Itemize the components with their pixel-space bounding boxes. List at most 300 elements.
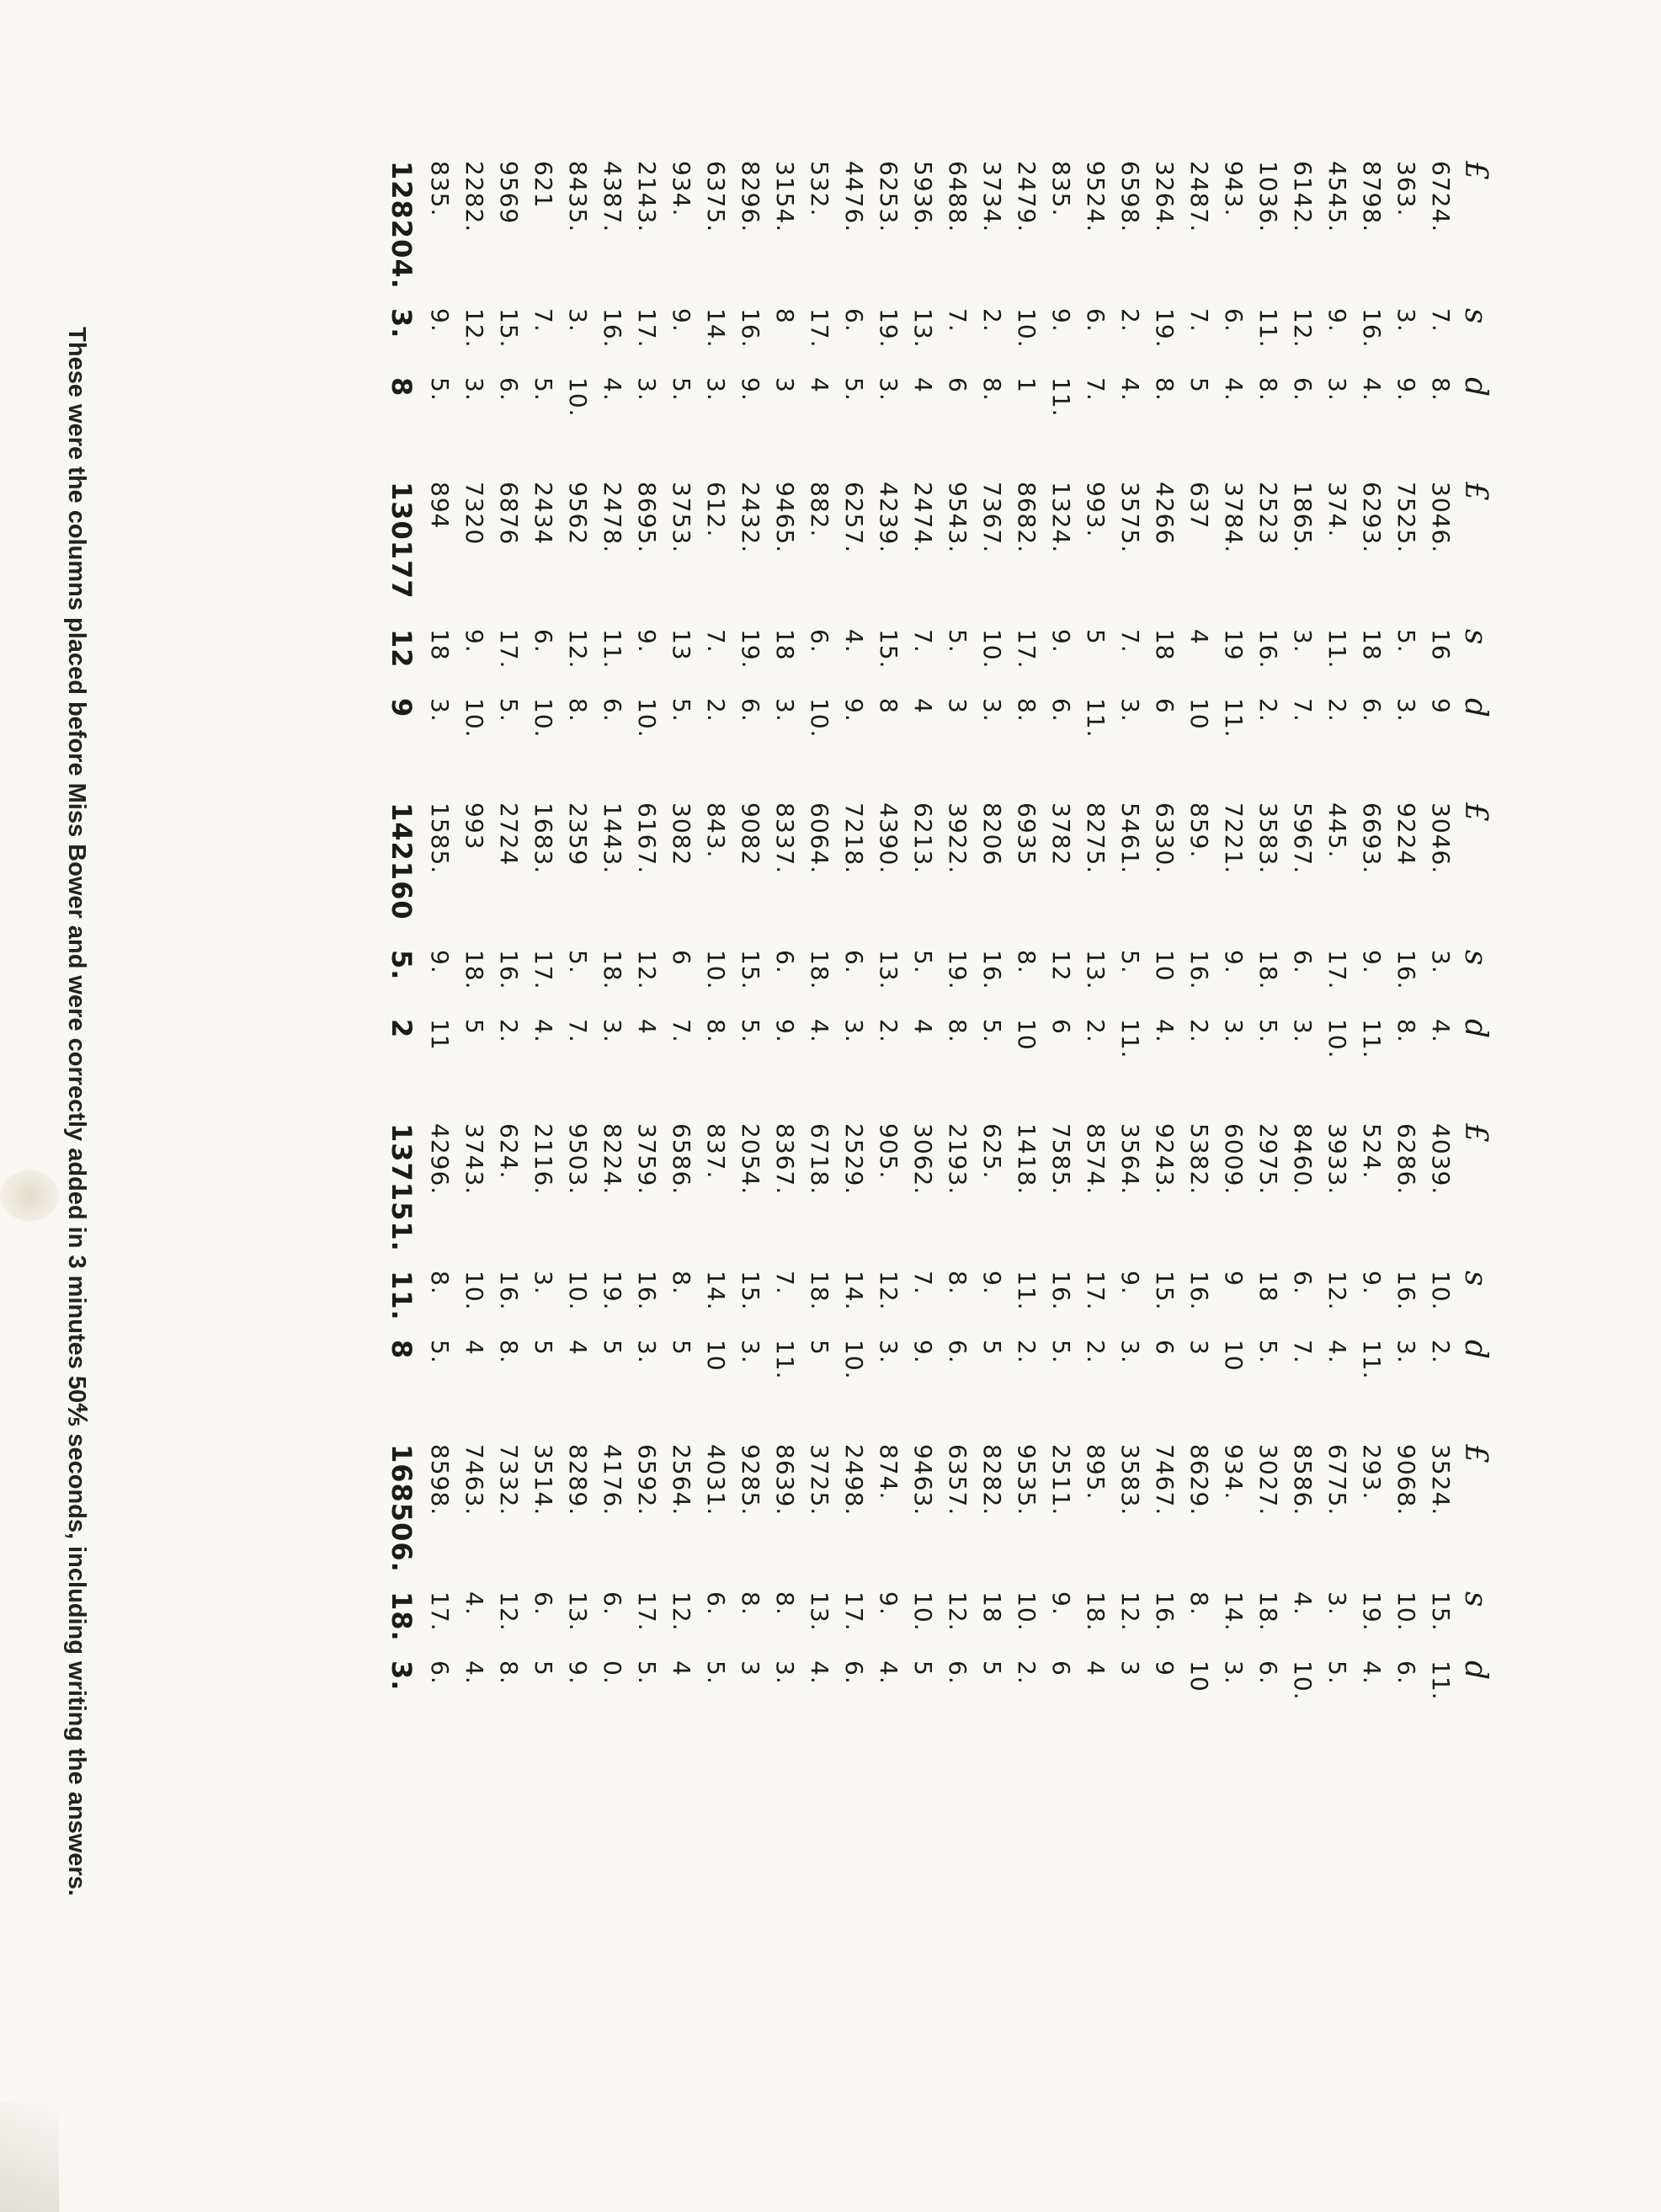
pounds-value: 6586. (668, 1123, 695, 1196)
shillings-value: 16. (1151, 1591, 1179, 1632)
pounds-value: 532. (806, 161, 833, 217)
pence-value: 5. (495, 698, 523, 722)
pounds-value: 142160 (386, 802, 418, 920)
entry-row (768, 1439, 802, 1760)
pounds-value: 3753. (668, 482, 695, 554)
shillings-value: 16. (1185, 1271, 1213, 1311)
shillings-value: 6. (840, 950, 868, 974)
column-block-5 (381, 1439, 1505, 1760)
entry-row (1424, 477, 1458, 797)
pence-value: 1 (1013, 377, 1041, 393)
pence-value: 3. (978, 698, 1006, 722)
entry-row (1389, 1439, 1424, 1760)
entry-row (1216, 797, 1251, 1118)
pence-value: 4. (806, 1019, 833, 1043)
shillings-value: 9. (1358, 1271, 1386, 1295)
shillings-value: 16. (1254, 629, 1282, 669)
pence-value: 6 (1151, 698, 1179, 714)
column-header (1458, 1118, 1505, 1439)
shillings-value: 17. (530, 950, 557, 990)
entry-row (802, 156, 837, 477)
shillings-value: 18. (1254, 950, 1282, 990)
pence-value: 6 (944, 377, 972, 393)
pence-value: 5 (909, 1660, 937, 1676)
pounds-value: 6775. (1323, 1444, 1351, 1516)
shillings-value: 3. (1427, 950, 1455, 974)
pence-value: 2 (386, 1019, 418, 1039)
pence-value: 3. (1392, 1340, 1420, 1364)
pounds-value: 3046. (1427, 482, 1455, 554)
pounds-value: 9562 (564, 482, 592, 546)
pence-value: 9 (1427, 698, 1455, 714)
entry-row (1044, 797, 1078, 1118)
entry-row (561, 156, 595, 477)
pence-value: 8. (495, 1660, 523, 1685)
entry-row (1355, 1118, 1389, 1439)
entry-row (664, 156, 699, 477)
pounds-value: 5461. (1116, 802, 1144, 875)
pounds-value: 8460. (1289, 1123, 1317, 1196)
pence-value: 11. (771, 1340, 799, 1380)
entry-row (561, 477, 595, 797)
shillings-value: 7. (771, 1271, 799, 1295)
pounds-value: 2143. (633, 161, 661, 233)
shillings-value: 8. (426, 1271, 454, 1295)
entry-row (837, 1118, 871, 1439)
entry-row (1078, 477, 1113, 797)
shillings-header: s (1458, 1271, 1493, 1287)
pounds-value: 2487. (1185, 161, 1213, 233)
pence-value: 4. (1220, 377, 1248, 402)
entry-row (733, 1118, 768, 1439)
shillings-value: 4. (461, 1591, 488, 1616)
shillings-value: 5. (564, 950, 592, 974)
pounds-value: 3743. (461, 1123, 488, 1196)
shillings-value: 4 (1185, 629, 1213, 645)
entry-row (423, 797, 457, 1118)
pence-value: 9. (737, 377, 764, 402)
shillings-value: 19. (875, 308, 902, 349)
pence-value: 5. (426, 377, 454, 402)
entry-row (595, 1118, 630, 1439)
pounds-value: 3082 (668, 802, 695, 866)
pence-value: 6. (426, 1660, 454, 1685)
entry-row (837, 797, 871, 1118)
pence-value: 7. (1082, 377, 1110, 402)
pence-value: 9. (564, 1660, 592, 1685)
entry-row (802, 797, 837, 1118)
column-header (1458, 797, 1505, 1118)
shillings-value: 18. (599, 950, 626, 990)
pounds-value: 8224. (599, 1123, 626, 1196)
pence-value: 10. (530, 698, 557, 738)
pounds-value: 7218. (840, 802, 868, 875)
shillings-value: 2. (1116, 308, 1144, 333)
pounds-value: 6718. (806, 1123, 833, 1196)
shillings-value: 10 (1151, 950, 1179, 982)
entry-row (1251, 1439, 1286, 1760)
pounds-value: 3575. (1116, 482, 1144, 554)
pounds-header: £ (1458, 802, 1493, 822)
entry-row (1147, 156, 1182, 477)
pounds-value: 4387. (599, 161, 626, 233)
entry-row (699, 1439, 733, 1760)
shillings-value: 12. (495, 1591, 523, 1632)
entry-row (492, 1439, 526, 1760)
pence-value: 10 (1013, 1019, 1041, 1051)
pounds-value: 3154. (771, 161, 799, 233)
pounds-value: 4266 (1151, 482, 1179, 546)
pounds-value: 8275. (1082, 802, 1110, 875)
shillings-value: 15. (737, 1271, 764, 1311)
pounds-value: 835. (1047, 161, 1075, 217)
pounds-value: 2359 (564, 802, 592, 866)
pounds-value: 4031. (702, 1444, 730, 1516)
pence-value: 11. (1116, 1019, 1144, 1059)
entry-row (457, 1439, 492, 1760)
pounds-value: 993 (461, 802, 488, 850)
pence-value: 6. (944, 1340, 972, 1364)
shillings-header: s (1458, 950, 1493, 966)
pounds-value: 3734. (978, 161, 1006, 233)
entry-row (1044, 156, 1078, 477)
shillings-value: 7. (1116, 629, 1144, 653)
shillings-value: 17. (633, 1591, 661, 1632)
entry-row (1113, 477, 1147, 797)
pence-value: 6. (1392, 1660, 1420, 1685)
total-row (381, 1439, 423, 1760)
pence-value: 5. (978, 1019, 1006, 1043)
entry-row (1424, 1118, 1458, 1439)
pence-value: 5 (530, 1660, 557, 1676)
entry-row (1147, 477, 1182, 797)
entry-row (1078, 1118, 1113, 1439)
entry-row (871, 1118, 906, 1439)
entry-row (871, 797, 906, 1118)
pounds-value: 6293. (1358, 482, 1386, 554)
entry-row (423, 1118, 457, 1439)
pence-value: 3. (737, 1340, 764, 1364)
entry-row (1044, 1118, 1078, 1439)
pence-value: 8. (1427, 377, 1455, 402)
entry-row (733, 797, 768, 1118)
entry-row (1182, 1439, 1216, 1760)
column-header (1458, 156, 1505, 477)
entry-row (1286, 477, 1320, 797)
pounds-value: 2511. (1047, 1444, 1075, 1516)
pence-value: 10. (840, 1340, 868, 1380)
pounds-value: 5967. (1289, 802, 1317, 875)
pounds-value: 8367. (771, 1123, 799, 1196)
column-block-4 (381, 1118, 1505, 1439)
pounds-value: 2975. (1254, 1123, 1282, 1196)
shillings-value: 16. (633, 1271, 661, 1311)
pence-value: 3. (875, 1340, 902, 1364)
pence-value: 5. (1254, 1340, 1282, 1364)
entry-row (457, 156, 492, 477)
column-header (1458, 477, 1505, 797)
pounds-value: 4176. (599, 1444, 626, 1516)
entry-row (561, 1439, 595, 1760)
entry-row (1320, 156, 1355, 477)
entry-row (526, 797, 561, 1118)
pence-value: 3. (426, 698, 454, 722)
pence-value: 5. (840, 377, 868, 402)
pounds-value: 1443. (599, 802, 626, 875)
entry-row (526, 156, 561, 477)
shillings-value: 17. (1323, 950, 1351, 990)
pence-value: 6. (1289, 377, 1317, 402)
pounds-value: 934. (668, 161, 695, 217)
pounds-value: 9224 (1392, 802, 1420, 866)
pence-value: 2. (1185, 1019, 1213, 1043)
pence-value: 8. (1013, 698, 1041, 722)
shillings-value: 12. (1116, 1591, 1144, 1632)
entry-row (1113, 1118, 1147, 1439)
shillings-value: 6. (771, 950, 799, 974)
pence-value: 6. (1254, 1660, 1282, 1685)
shillings-value: 7. (909, 629, 937, 653)
pence-value: 8. (1151, 377, 1179, 402)
pence-value: 2. (875, 1019, 902, 1043)
shillings-value: 10. (564, 1271, 592, 1311)
pounds-value: 2193. (944, 1123, 972, 1196)
pounds-value: 894 (426, 482, 454, 530)
pence-value: 5 (461, 1019, 488, 1035)
pence-value: 4. (599, 377, 626, 402)
shillings-value: 6. (530, 629, 557, 653)
shillings-header: s (1458, 629, 1493, 645)
entry-row (1009, 1439, 1044, 1760)
pounds-value: 2474. (909, 482, 937, 554)
pence-value: 3. (461, 377, 488, 402)
pounds-value: 9543. (944, 482, 972, 554)
entry-row (1078, 797, 1113, 1118)
pence-value: 10 (1185, 698, 1213, 730)
entry-row (906, 1439, 940, 1760)
pounds-value: 895. (1082, 1444, 1110, 1500)
pounds-value: 1683. (530, 802, 557, 875)
entry-row (940, 797, 975, 1118)
shillings-value: 12 (1047, 950, 1075, 982)
entry-row (1320, 1439, 1355, 1760)
entry-row (595, 156, 630, 477)
entry-row (1286, 797, 1320, 1118)
pounds-value: 835. (426, 161, 454, 217)
pence-value: 5 (599, 1340, 626, 1356)
pence-value: 3 (1116, 1660, 1144, 1676)
entry-row (1078, 156, 1113, 477)
entry-row (526, 1439, 561, 1760)
shillings-value: 16. (1358, 308, 1386, 349)
pence-value: 11 (426, 1019, 454, 1051)
entry-row (975, 797, 1009, 1118)
pence-value: 3. (633, 377, 661, 402)
pence-value: 6 (1151, 1340, 1179, 1356)
shillings-value: 9. (875, 1591, 902, 1616)
entry-row (1320, 477, 1355, 797)
pence-value: 7. (668, 1019, 695, 1043)
pounds-value: 4296. (426, 1123, 454, 1196)
entry-row (595, 477, 630, 797)
pence-value: 10 (1185, 1660, 1213, 1692)
pounds-value: 130177 (386, 482, 418, 600)
pence-value: 4 (461, 1340, 488, 1356)
shillings-value: 9. (1220, 950, 1248, 974)
shillings-value: 16. (495, 1271, 523, 1311)
entry-row (1009, 797, 1044, 1118)
entry-row (1355, 797, 1389, 1118)
entry-row (423, 477, 457, 797)
shillings-value: 16. (978, 950, 1006, 990)
shillings-value: 9. (426, 308, 454, 333)
shillings-value: 3. (564, 308, 592, 333)
entry-row (1389, 156, 1424, 477)
entry-row (906, 477, 940, 797)
pence-value: 4 (564, 1340, 592, 1356)
pence-value: 5 (978, 1340, 1006, 1356)
addition-columns (381, 156, 1505, 2084)
pounds-value: 874. (875, 1444, 902, 1500)
shillings-value: 12. (875, 1271, 902, 1311)
shillings-value: 16 (1427, 629, 1455, 661)
shillings-value: 16. (1047, 1271, 1075, 1311)
shillings-value: 17. (495, 629, 523, 669)
pounds-value: 2529. (840, 1123, 868, 1196)
entry-row (492, 156, 526, 477)
entry-row (664, 1439, 699, 1760)
total-row (381, 156, 423, 477)
entry-row (1078, 1439, 1113, 1760)
entry-row (1389, 477, 1424, 797)
pounds-header: £ (1458, 161, 1493, 180)
shillings-value: 19. (1151, 308, 1179, 349)
shillings-value: 9. (1116, 1271, 1144, 1295)
pence-value: 7. (1289, 698, 1317, 722)
entry-row (699, 477, 733, 797)
pounds-value: 4545. (1323, 161, 1351, 233)
pounds-value: 3524. (1427, 1444, 1455, 1516)
shillings-value: 6. (530, 1591, 557, 1616)
entry-row (699, 1118, 733, 1439)
pence-value: 4. (1358, 377, 1386, 402)
shillings-value: 8. (944, 1271, 972, 1295)
shillings-value: 2. (978, 308, 1006, 333)
pounds-value: 6009. (1220, 1123, 1248, 1196)
pounds-value: 7332. (495, 1444, 523, 1516)
entry-row (975, 477, 1009, 797)
pence-value: 3. (840, 1019, 868, 1043)
entry-row (492, 797, 526, 1118)
shillings-value: 9. (461, 629, 488, 653)
pence-value: 2. (1013, 1340, 1041, 1364)
shillings-value: 4. (1289, 1591, 1317, 1616)
pounds-value: 3514. (530, 1444, 557, 1516)
pounds-value: 3264. (1151, 161, 1179, 233)
shillings-value: 18 (1358, 629, 1386, 661)
pounds-value: 3922. (944, 802, 972, 875)
entry-row (1216, 156, 1251, 477)
shillings-value: 12. (1289, 308, 1317, 349)
pence-value: 10. (1323, 1019, 1351, 1059)
shillings-value: 6. (1289, 1271, 1317, 1295)
pence-value: 3. (1392, 698, 1420, 722)
shillings-value: 12. (668, 1591, 695, 1632)
pounds-value: 9524. (1082, 161, 1110, 233)
pounds-value: 6357. (944, 1444, 972, 1516)
entry-row (630, 156, 664, 477)
pence-value: 4 (909, 377, 937, 393)
pence-value: 5. (530, 377, 557, 402)
shillings-value: 9. (1047, 308, 1075, 333)
entry-row (1251, 477, 1286, 797)
entry-row (906, 156, 940, 477)
total-row (381, 477, 423, 797)
pounds-value: 6286. (1392, 1123, 1420, 1196)
shillings-value: 18. (806, 1271, 833, 1311)
shillings-header: s (1458, 308, 1493, 324)
entry-row (1147, 1439, 1182, 1760)
pence-value: 8. (978, 377, 1006, 402)
pence-value: 10. (461, 698, 488, 738)
pence-value: 7. (1289, 1340, 1317, 1364)
pounds-value: 8695. (633, 482, 661, 554)
pounds-value: 1418. (1013, 1123, 1041, 1196)
pence-value: 9. (1392, 377, 1420, 402)
shillings-value: 10. (909, 1591, 937, 1632)
pounds-value: 8435. (564, 161, 592, 233)
shillings-value: 17. (426, 1591, 454, 1632)
shillings-value: 12. (944, 1591, 972, 1632)
pence-value: 3. (771, 698, 799, 722)
entry-row (733, 156, 768, 477)
pounds-value: 2523 (1254, 482, 1282, 546)
shillings-value: 19. (737, 629, 764, 669)
shillings-value: 10. (1427, 1271, 1455, 1311)
shillings-value: 10. (1013, 308, 1041, 349)
entry-row (630, 1439, 664, 1760)
pounds-value: 2724 (495, 802, 523, 866)
pounds-value: 1036. (1254, 161, 1282, 233)
shillings-value: 5 (1082, 629, 1110, 645)
pounds-value: 9463. (909, 1444, 937, 1516)
pounds-value: 905. (875, 1123, 902, 1180)
pounds-value: 3583. (1116, 1444, 1144, 1516)
shillings-value: 15. (875, 629, 902, 669)
pence-value: 9. (909, 1340, 937, 1364)
entry-row (1009, 156, 1044, 477)
pence-value: 5 (978, 1660, 1006, 1676)
shillings-value: 13. (909, 308, 937, 349)
shillings-value: 17. (806, 308, 833, 349)
pounds-value: 8682. (1013, 482, 1041, 554)
pounds-value: 7467. (1151, 1444, 1179, 1516)
entry-row (492, 1118, 526, 1439)
pounds-value: 3784. (1220, 482, 1248, 554)
entry-row (975, 1439, 1009, 1760)
pounds-value: 293. (1358, 1444, 1386, 1500)
shillings-value: 3. (1323, 1591, 1351, 1616)
shillings-value: 9. (633, 629, 661, 653)
pence-value: 5 (668, 1340, 695, 1356)
pence-value: 0. (599, 1660, 626, 1685)
shillings-value: 10. (1013, 1591, 1041, 1632)
pounds-value: 6488. (944, 161, 972, 233)
pence-value: 3 (1185, 1340, 1213, 1356)
pounds-value: 882. (806, 482, 833, 538)
pence-value: 4. (1427, 1019, 1455, 1043)
pounds-value: 7525. (1392, 482, 1420, 554)
